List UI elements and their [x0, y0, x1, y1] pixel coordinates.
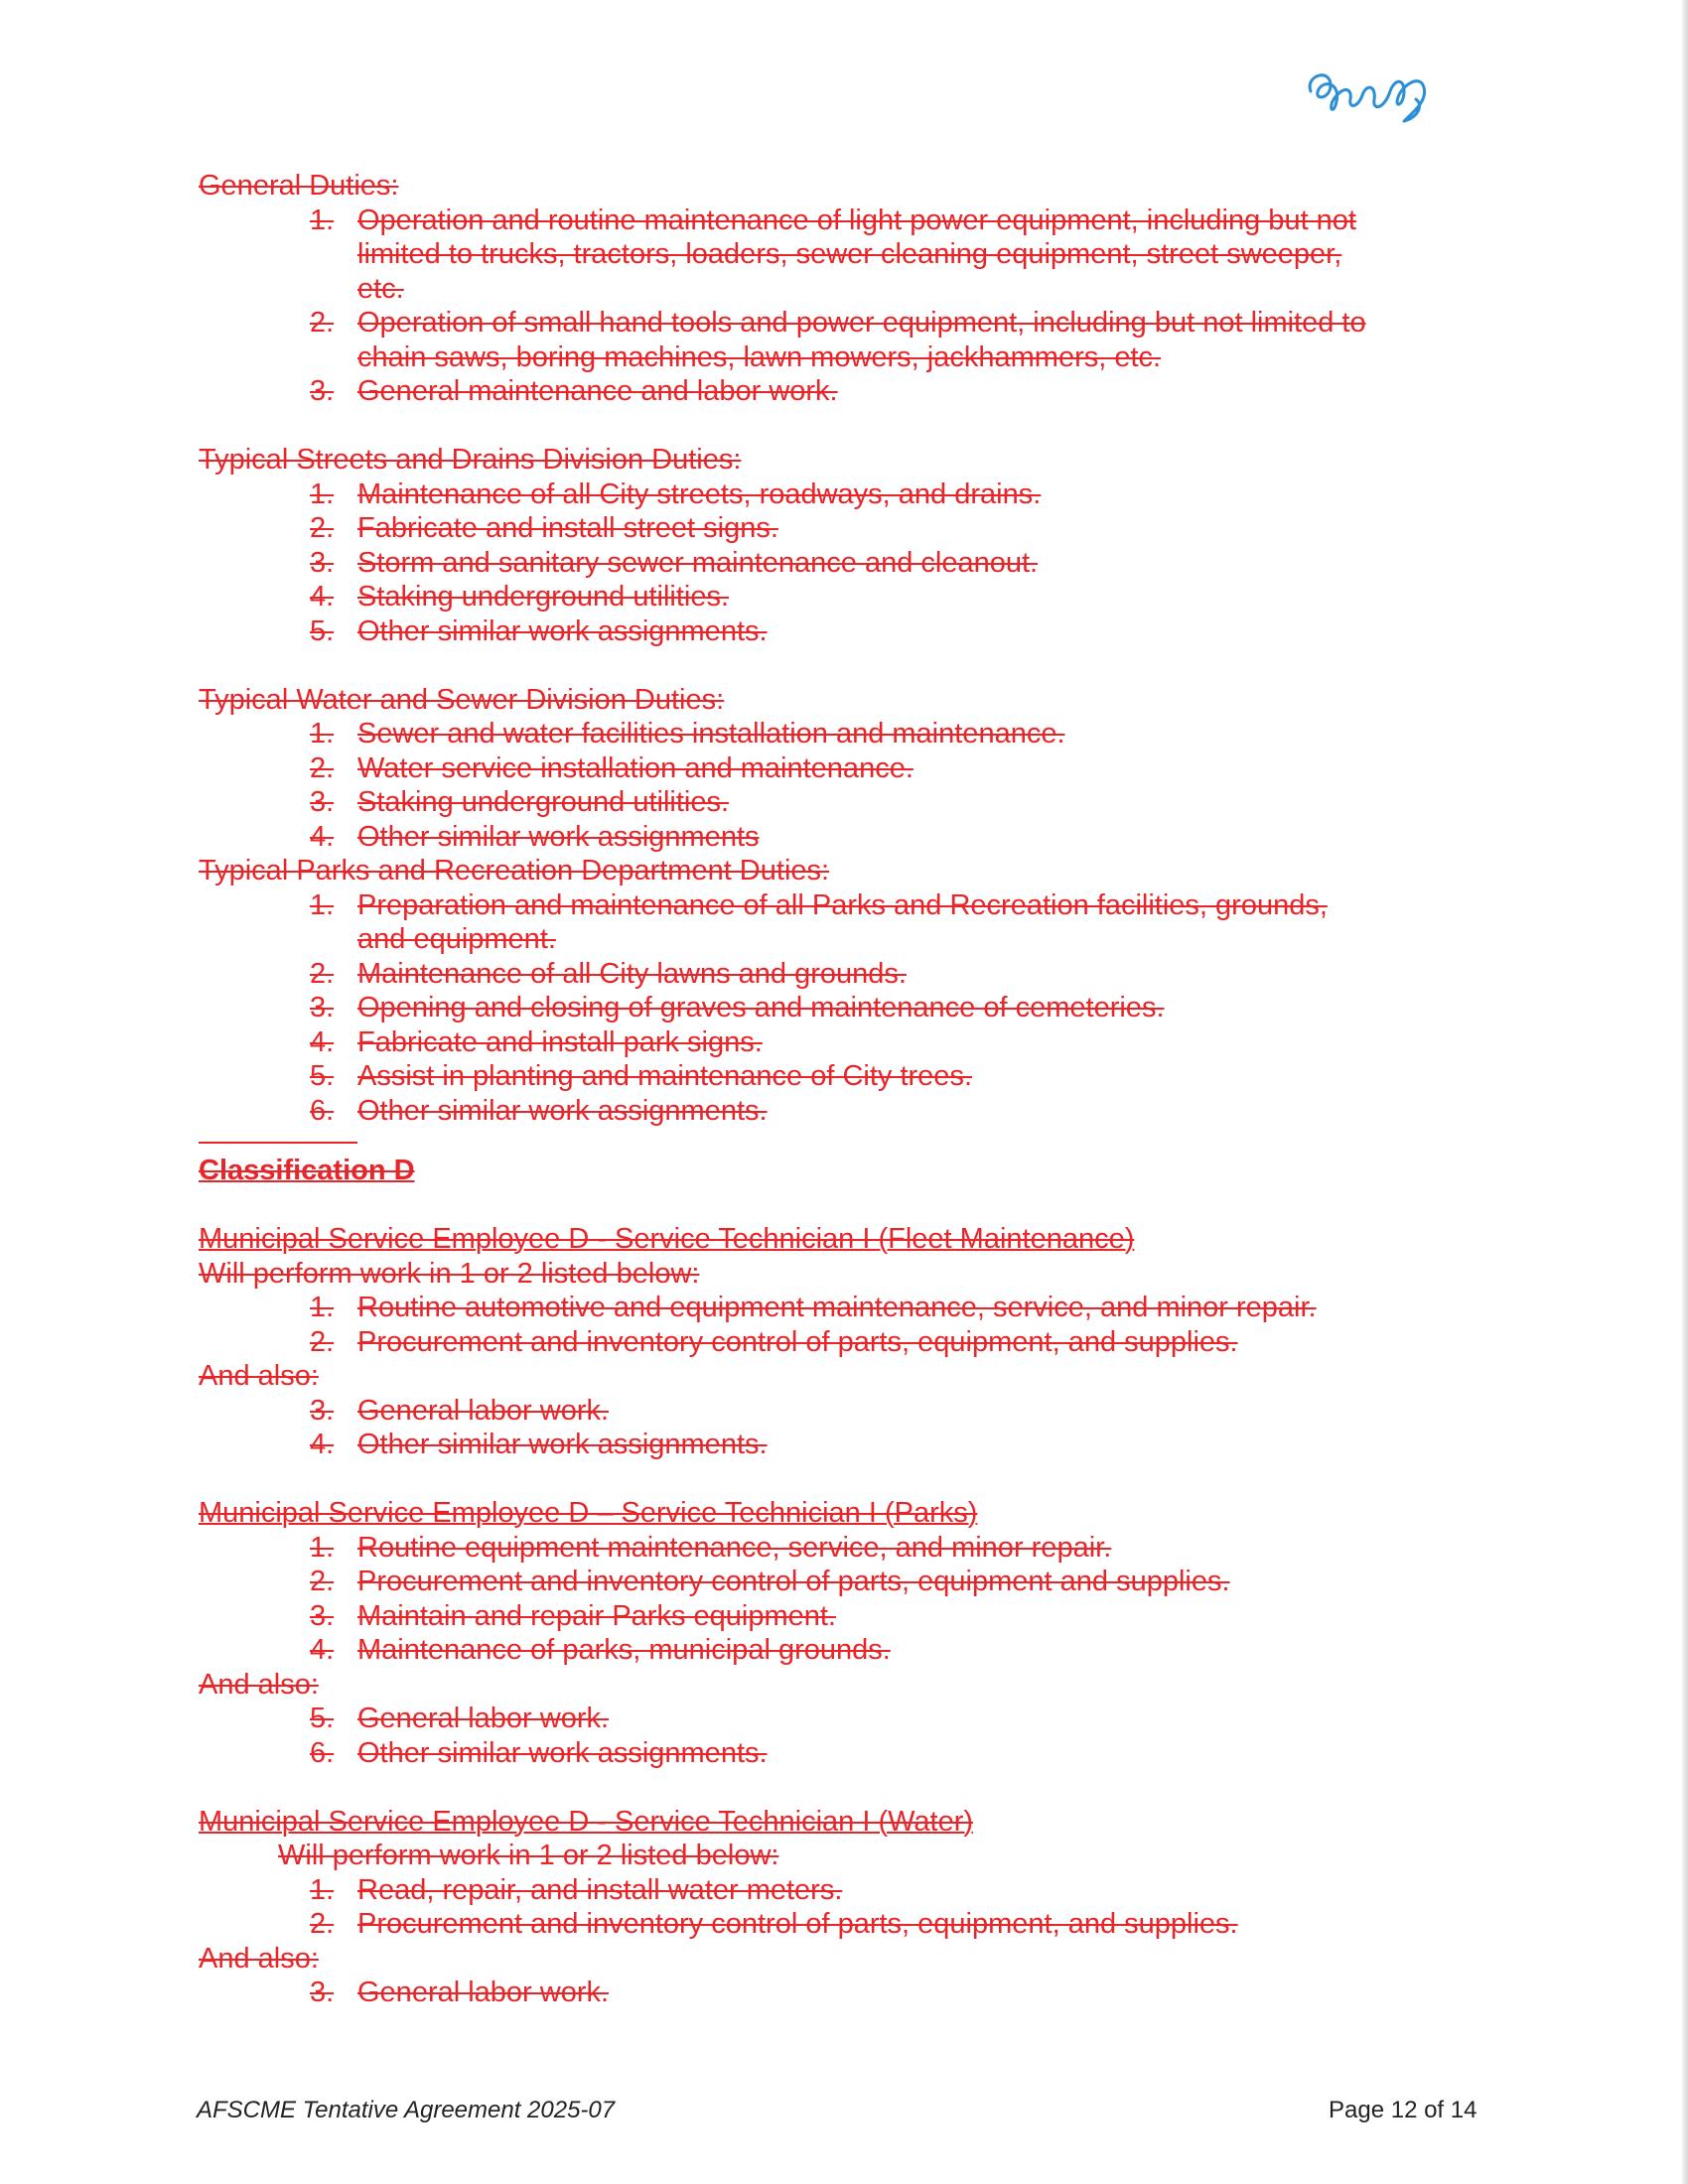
list-item: 6. Other similar work assignments.	[310, 1736, 768, 1769]
list-item: 2. Water service installation and maintenance.	[310, 751, 914, 784]
list-item: 3. Staking underground utilities.	[310, 786, 730, 818]
list-item: 3. General labor work.	[310, 1394, 610, 1427]
classification-heading: Classification D	[199, 1155, 415, 1186]
fleet-intro: Will perform work in 1 or 2 listed below:	[199, 1257, 700, 1290]
list-item-continuation: chain saws, boring machines, lawn mowers, jackhammers, etc.	[357, 341, 1162, 373]
list-item: 6. Other similar work assignments.	[310, 1094, 768, 1127]
section-heading-general: General Duties:	[199, 170, 399, 202]
list-item: 3. General labor work.	[310, 1977, 610, 2008]
list-item: 4. Fabricate and install park signs.	[310, 1025, 763, 1058]
handwritten-initials	[1301, 62, 1440, 131]
list-item: 5. Assist in planting and maintenance of City trees.	[310, 1060, 972, 1092]
footer-document-title: AFSCME Tentative Agreement 2025-07	[197, 2097, 616, 2123]
list-item: 2. Maintenance of all City lawns and grounds.	[310, 957, 907, 990]
struck-rule	[199, 1142, 357, 1144]
list-item: 3. General maintenance and labor work.	[310, 375, 838, 407]
parks-tech-title: Municipal Service Employee D – Service Technician I (Parks)	[199, 1497, 978, 1529]
document-body	[199, 169, 1529, 2010]
section-heading-water-sewer: Typical Water and Sewer Division Duties:	[199, 683, 725, 716]
list-item-continuation: and equipment.	[357, 923, 556, 955]
list-item: 4. Staking underground utilities.	[310, 581, 730, 613]
section-heading-parks-rec: Typical Parks and Recreation Department Duties:	[199, 855, 830, 887]
list-item: 4. Other similar work assignments	[310, 820, 760, 853]
list-item: 1. Maintenance of all City streets, roadways, and drains.	[310, 478, 1042, 510]
list-item: 1. Sewer and water facilities installation and maintenance.	[310, 718, 1065, 750]
list-item-continuation: limited to trucks, tractors, loaders, sewer cleaning equipment, street sweeper,	[357, 238, 1342, 270]
and-also-label: And also:	[199, 1360, 319, 1392]
list-item: 2. Procurement and inventory control of parts, equipment and supplies.	[310, 1566, 1230, 1597]
fleet-title: Municipal Service Employee D - Service Technician I (Fleet Maintenance)	[199, 1223, 1135, 1255]
list-item: 1. Routine automotive and equipment maintenance, service, and minor repair.	[310, 1292, 1317, 1323]
list-item: 2. Procurement and inventory control of parts, equipment, and supplies.	[310, 1908, 1238, 1940]
list-item: 3. Storm and sanitary sewer maintenance and cleanout.	[310, 546, 1039, 579]
list-item: 1. Read, repair, and install water meters.	[310, 1873, 843, 1906]
list-item: 3. Maintain and repair Parks equipment.	[310, 1599, 836, 1632]
page-edge	[1682, 0, 1688, 2184]
section-heading-streets: Typical Streets and Drains Division Duties:	[199, 444, 742, 476]
water-tech-title: Municipal Service Employee D - Service Technician I (Water)	[199, 1805, 974, 1838]
list-item: 2. Operation of small hand tools and power equipment, including but not limited to	[310, 307, 1366, 339]
footer-page-number: Page 12 of 14	[1329, 2097, 1477, 2123]
list-item-continuation: etc.	[357, 272, 404, 305]
and-also-label: And also:	[199, 1942, 319, 1975]
list-item: 4. Other similar work assignments.	[310, 1429, 768, 1460]
list-item: 1. Routine equipment maintenance, service, and minor repair.	[310, 1531, 1112, 1564]
water-tech-intro: Will perform work in 1 or 2 listed below:	[278, 1840, 779, 1871]
list-item: 3. Opening and closing of graves and maintenance of cemeteries.	[310, 992, 1165, 1024]
list-item: 1. Preparation and maintenance of all Parks and Recreation facilities, grounds,	[310, 888, 1328, 921]
list-item: 5. Other similar work assignments.	[310, 614, 768, 647]
and-also-label: And also:	[199, 1668, 319, 1701]
list-item: 2. Procurement and inventory control of parts, equipment, and supplies.	[310, 1325, 1238, 1358]
list-item: 2. Fabricate and install street signs.	[310, 512, 778, 544]
list-item: 4. Maintenance of parks, municipal grounds.	[310, 1634, 891, 1666]
list-item: 5. General labor work.	[310, 1703, 610, 1734]
list-item: 1. Operation and routine maintenance of light power equipment, including but not	[310, 204, 1356, 236]
